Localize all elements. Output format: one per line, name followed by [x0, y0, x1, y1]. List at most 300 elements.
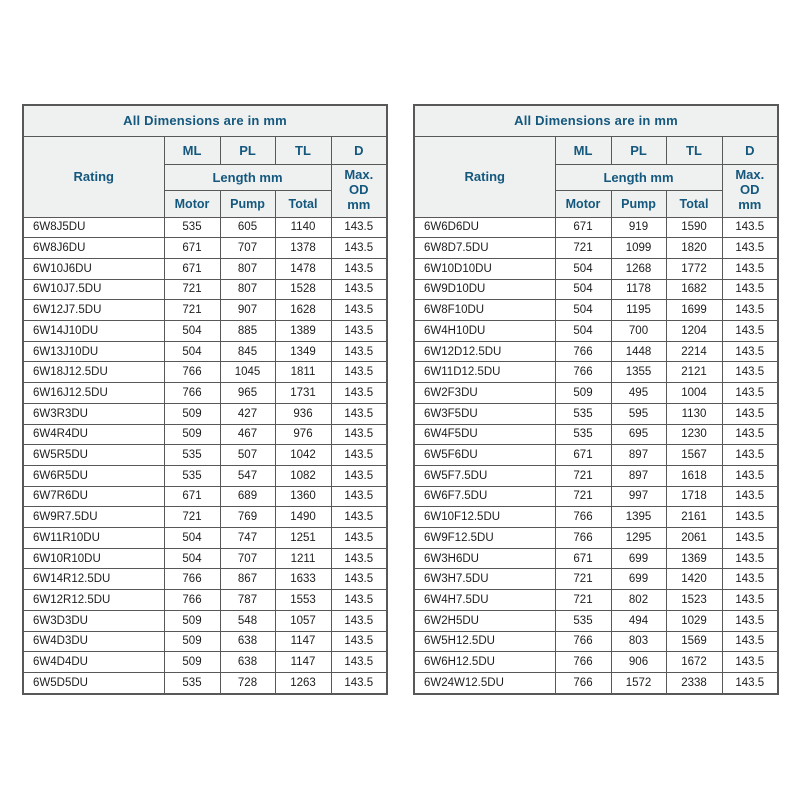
- value-cell: 1360: [275, 486, 331, 507]
- value-cell: 1633: [275, 569, 331, 590]
- value-cell: 143.5: [331, 362, 387, 383]
- value-cell: 766: [555, 507, 611, 528]
- value-cell: 504: [164, 321, 220, 342]
- value-cell: 906: [611, 652, 666, 673]
- table-row: [414, 548, 778, 569]
- column-header-pl: PL: [220, 136, 275, 164]
- max-od-line: Max.: [344, 167, 374, 183]
- rating-cell: 6W5R5DU: [23, 445, 164, 466]
- rating-cell: 6W3F5DU: [414, 403, 555, 424]
- value-cell: 143.5: [331, 507, 387, 528]
- value-cell: 845: [220, 341, 275, 362]
- table-row: [23, 217, 387, 238]
- value-cell: 143.5: [722, 652, 778, 673]
- value-cell: 143.5: [331, 238, 387, 259]
- rating-cell: 6W12J7.5DU: [23, 300, 164, 321]
- value-cell: 1230: [666, 424, 722, 445]
- value-cell: 143.5: [722, 445, 778, 466]
- rating-cell: 6W3H6DU: [414, 548, 555, 569]
- value-cell: 1082: [275, 465, 331, 486]
- column-header-pump: Pump: [611, 190, 666, 217]
- value-cell: 1130: [666, 403, 722, 424]
- rating-cell: 6W2H5DU: [414, 610, 555, 631]
- rating-cell: 6W12D12.5DU: [414, 341, 555, 362]
- table-row: [23, 528, 387, 549]
- rating-cell: 6W10D10DU: [414, 258, 555, 279]
- rating-cell: 6W5F7.5DU: [414, 465, 555, 486]
- value-cell: 1211: [275, 548, 331, 569]
- value-cell: 803: [611, 631, 666, 652]
- rating-cell: 6W18J12.5DU: [23, 362, 164, 383]
- rating-cell: 6W5H12.5DU: [414, 631, 555, 652]
- value-cell: 2338: [666, 672, 722, 694]
- value-cell: 1448: [611, 341, 666, 362]
- value-cell: 143.5: [331, 528, 387, 549]
- rating-cell: 6W7R6DU: [23, 486, 164, 507]
- value-cell: 1369: [666, 548, 722, 569]
- value-cell: 671: [164, 486, 220, 507]
- rating-cell: 6W14R12.5DU: [23, 569, 164, 590]
- column-header-pump: Pump: [220, 190, 275, 217]
- rating-cell: 6W8J6DU: [23, 238, 164, 259]
- max-od-line: OD: [349, 182, 369, 198]
- table-row: [23, 362, 387, 383]
- rating-cell: 6W10F12.5DU: [414, 507, 555, 528]
- rating-cell: 6W10R10DU: [23, 548, 164, 569]
- value-cell: 638: [220, 652, 275, 673]
- column-header-ml: ML: [164, 136, 220, 164]
- value-cell: 143.5: [722, 341, 778, 362]
- value-cell: 721: [555, 238, 611, 259]
- value-cell: 807: [220, 258, 275, 279]
- table-row: [414, 217, 778, 238]
- value-cell: 143.5: [331, 631, 387, 652]
- rating-cell: 6W6H12.5DU: [414, 652, 555, 673]
- value-cell: 535: [555, 610, 611, 631]
- value-cell: 1268: [611, 258, 666, 279]
- table-row: [414, 383, 778, 404]
- value-cell: 143.5: [331, 465, 387, 486]
- value-cell: 997: [611, 486, 666, 507]
- value-cell: 1378: [275, 238, 331, 259]
- table-row: [23, 465, 387, 486]
- table-row: [23, 300, 387, 321]
- value-cell: 766: [555, 652, 611, 673]
- value-cell: 143.5: [331, 569, 387, 590]
- rating-cell: 6W10J7.5DU: [23, 279, 164, 300]
- value-cell: 143.5: [331, 672, 387, 694]
- table-row: [414, 507, 778, 528]
- value-cell: 143.5: [331, 341, 387, 362]
- value-cell: 1572: [611, 672, 666, 694]
- value-cell: 1251: [275, 528, 331, 549]
- value-cell: 547: [220, 465, 275, 486]
- value-cell: 976: [275, 424, 331, 445]
- table-row: [414, 672, 778, 694]
- value-cell: 535: [164, 445, 220, 466]
- table-row: [23, 610, 387, 631]
- column-header-pl: PL: [611, 136, 666, 164]
- rating-cell: 6W6D6DU: [414, 217, 555, 238]
- table-row: [414, 486, 778, 507]
- value-cell: 143.5: [722, 610, 778, 631]
- column-header-total: Total: [275, 190, 331, 217]
- value-cell: 143.5: [331, 548, 387, 569]
- value-cell: 766: [555, 672, 611, 694]
- value-cell: 1569: [666, 631, 722, 652]
- table-row: [23, 383, 387, 404]
- rating-cell: 6W2F3DU: [414, 383, 555, 404]
- value-cell: 1699: [666, 300, 722, 321]
- rating-cell: 6W8J5DU: [23, 217, 164, 238]
- value-cell: 504: [555, 300, 611, 321]
- value-cell: 707: [220, 238, 275, 259]
- rating-cell: 6W11D12.5DU: [414, 362, 555, 383]
- value-cell: 143.5: [722, 424, 778, 445]
- column-header-max-od: [331, 164, 387, 217]
- rating-cell: 6W4R4DU: [23, 424, 164, 445]
- value-cell: 1395: [611, 507, 666, 528]
- value-cell: 143.5: [722, 672, 778, 694]
- value-cell: 143.5: [722, 238, 778, 259]
- value-cell: 143.5: [331, 383, 387, 404]
- value-cell: 509: [164, 652, 220, 673]
- value-cell: 766: [164, 569, 220, 590]
- value-cell: 143.5: [331, 321, 387, 342]
- column-header-motor: Motor: [555, 190, 611, 217]
- table-row: [414, 300, 778, 321]
- value-cell: 1618: [666, 465, 722, 486]
- table-row: [414, 445, 778, 466]
- rating-cell: 6W4H10DU: [414, 321, 555, 342]
- value-cell: 143.5: [722, 486, 778, 507]
- rating-cell: 6W9F12.5DU: [414, 528, 555, 549]
- rating-cell: 6W3H7.5DU: [414, 569, 555, 590]
- value-cell: 143.5: [331, 652, 387, 673]
- value-cell: 766: [164, 383, 220, 404]
- table-row: [414, 528, 778, 549]
- value-cell: 2161: [666, 507, 722, 528]
- column-header-tl: TL: [275, 136, 331, 164]
- value-cell: 721: [164, 300, 220, 321]
- value-cell: 535: [164, 217, 220, 238]
- rating-cell: 6W4F5DU: [414, 424, 555, 445]
- value-cell: 936: [275, 403, 331, 424]
- value-cell: 504: [164, 528, 220, 549]
- value-cell: 1672: [666, 652, 722, 673]
- value-cell: 427: [220, 403, 275, 424]
- table-row: [23, 341, 387, 362]
- value-cell: 143.5: [722, 569, 778, 590]
- value-cell: 1731: [275, 383, 331, 404]
- value-cell: 467: [220, 424, 275, 445]
- value-cell: 766: [555, 631, 611, 652]
- value-cell: 507: [220, 445, 275, 466]
- value-cell: 143.5: [331, 424, 387, 445]
- value-cell: 143.5: [722, 528, 778, 549]
- value-cell: 143.5: [722, 465, 778, 486]
- rating-cell: 6W4D4DU: [23, 652, 164, 673]
- rating-cell: 6W3D3DU: [23, 610, 164, 631]
- rating-cell: 6W6R5DU: [23, 465, 164, 486]
- column-group-length-mm: Length mm: [555, 164, 722, 190]
- value-cell: 671: [555, 217, 611, 238]
- value-cell: 787: [220, 590, 275, 611]
- table-row: [414, 258, 778, 279]
- value-cell: 2214: [666, 341, 722, 362]
- table-row: [414, 569, 778, 590]
- value-cell: 143.5: [331, 258, 387, 279]
- value-cell: 638: [220, 631, 275, 652]
- value-cell: 504: [555, 258, 611, 279]
- rating-cell: 6W10J6DU: [23, 258, 164, 279]
- value-cell: 143.5: [331, 300, 387, 321]
- value-cell: 671: [164, 258, 220, 279]
- table-row: [23, 486, 387, 507]
- value-cell: 535: [555, 424, 611, 445]
- value-cell: 504: [164, 341, 220, 362]
- table-row: [414, 238, 778, 259]
- value-cell: 671: [555, 548, 611, 569]
- value-cell: 1389: [275, 321, 331, 342]
- rating-cell: 6W8D7.5DU: [414, 238, 555, 259]
- value-cell: 1567: [666, 445, 722, 466]
- value-cell: 143.5: [331, 610, 387, 631]
- value-cell: 504: [164, 548, 220, 569]
- rating-cell: 6W3R3DU: [23, 403, 164, 424]
- table-row: [414, 652, 778, 673]
- rating-cell: 6W5F6DU: [414, 445, 555, 466]
- value-cell: 671: [555, 445, 611, 466]
- table-row: [23, 590, 387, 611]
- table-row: [23, 238, 387, 259]
- value-cell: 495: [611, 383, 666, 404]
- value-cell: 1490: [275, 507, 331, 528]
- value-cell: 143.5: [722, 590, 778, 611]
- value-cell: 535: [555, 403, 611, 424]
- table-row: [23, 631, 387, 652]
- column-group-length-mm: Length mm: [164, 164, 331, 190]
- table-row: [23, 569, 387, 590]
- table-row: [414, 321, 778, 342]
- column-header-rating: Rating: [414, 136, 555, 217]
- table-row: [414, 341, 778, 362]
- value-cell: 1147: [275, 652, 331, 673]
- table-row: [23, 445, 387, 466]
- dimensions-table-left: [22, 104, 388, 695]
- dimensions-table-right: [413, 104, 779, 695]
- value-cell: 1420: [666, 569, 722, 590]
- value-cell: 721: [164, 279, 220, 300]
- value-cell: 1682: [666, 279, 722, 300]
- value-cell: 605: [220, 217, 275, 238]
- table-row: [23, 672, 387, 694]
- value-cell: 143.5: [331, 445, 387, 466]
- value-cell: 802: [611, 590, 666, 611]
- value-cell: 1178: [611, 279, 666, 300]
- max-od-line: mm: [347, 196, 371, 212]
- value-cell: 707: [220, 548, 275, 569]
- rating-cell: 6W11R10DU: [23, 528, 164, 549]
- value-cell: 699: [611, 548, 666, 569]
- value-cell: 143.5: [722, 383, 778, 404]
- value-cell: 1772: [666, 258, 722, 279]
- rating-cell: 6W4D3DU: [23, 631, 164, 652]
- value-cell: 695: [611, 424, 666, 445]
- rating-cell: 6W14J10DU: [23, 321, 164, 342]
- value-cell: 721: [555, 590, 611, 611]
- value-cell: 1355: [611, 362, 666, 383]
- value-cell: 1528: [275, 279, 331, 300]
- value-cell: 867: [220, 569, 275, 590]
- value-cell: 509: [164, 610, 220, 631]
- value-cell: 807: [220, 279, 275, 300]
- value-cell: 721: [555, 465, 611, 486]
- rating-cell: 6W5D5DU: [23, 672, 164, 694]
- table-title: All Dimensions are in mm: [414, 105, 778, 136]
- table-row: [23, 279, 387, 300]
- value-cell: 766: [164, 590, 220, 611]
- table-row: [23, 321, 387, 342]
- table-row: [414, 362, 778, 383]
- value-cell: 1628: [275, 300, 331, 321]
- column-header-ml: ML: [555, 136, 611, 164]
- table-row: [414, 590, 778, 611]
- column-header-rating: Rating: [23, 136, 164, 217]
- value-cell: 766: [555, 362, 611, 383]
- table-row: [414, 610, 778, 631]
- value-cell: 509: [164, 403, 220, 424]
- value-cell: 504: [555, 279, 611, 300]
- value-cell: 1004: [666, 383, 722, 404]
- column-header-tl: TL: [666, 136, 722, 164]
- value-cell: 699: [611, 569, 666, 590]
- value-cell: 1811: [275, 362, 331, 383]
- rating-cell: 6W12R12.5DU: [23, 590, 164, 611]
- value-cell: 509: [164, 631, 220, 652]
- value-cell: 728: [220, 672, 275, 694]
- value-cell: 143.5: [331, 279, 387, 300]
- value-cell: 721: [164, 507, 220, 528]
- value-cell: 1042: [275, 445, 331, 466]
- rating-cell: 6W8F10DU: [414, 300, 555, 321]
- column-header-motor: Motor: [164, 190, 220, 217]
- value-cell: 766: [555, 341, 611, 362]
- value-cell: 595: [611, 403, 666, 424]
- value-cell: 671: [164, 238, 220, 259]
- value-cell: 535: [164, 465, 220, 486]
- value-cell: 1820: [666, 238, 722, 259]
- rating-cell: 6W16J12.5DU: [23, 383, 164, 404]
- value-cell: 1295: [611, 528, 666, 549]
- value-cell: 1045: [220, 362, 275, 383]
- value-cell: 766: [164, 362, 220, 383]
- value-cell: 509: [555, 383, 611, 404]
- value-cell: 1523: [666, 590, 722, 611]
- value-cell: 747: [220, 528, 275, 549]
- value-cell: 1349: [275, 341, 331, 362]
- table-row: [414, 631, 778, 652]
- value-cell: 1057: [275, 610, 331, 631]
- value-cell: 535: [164, 672, 220, 694]
- table-row: [23, 424, 387, 445]
- value-cell: 1029: [666, 610, 722, 631]
- value-cell: 1590: [666, 217, 722, 238]
- value-cell: 965: [220, 383, 275, 404]
- table-row: [23, 548, 387, 569]
- value-cell: 885: [220, 321, 275, 342]
- max-od-line: mm: [738, 196, 762, 212]
- rating-cell: 6W4H7.5DU: [414, 590, 555, 611]
- rating-cell: 6W9D10DU: [414, 279, 555, 300]
- value-cell: 143.5: [722, 507, 778, 528]
- value-cell: 548: [220, 610, 275, 631]
- value-cell: 143.5: [722, 403, 778, 424]
- value-cell: 143.5: [331, 590, 387, 611]
- value-cell: 494: [611, 610, 666, 631]
- table-row: [23, 652, 387, 673]
- rating-cell: 6W13J10DU: [23, 341, 164, 362]
- value-cell: 700: [611, 321, 666, 342]
- value-cell: 143.5: [331, 486, 387, 507]
- value-cell: 1147: [275, 631, 331, 652]
- value-cell: 509: [164, 424, 220, 445]
- value-cell: 897: [611, 465, 666, 486]
- value-cell: 1263: [275, 672, 331, 694]
- value-cell: 1140: [275, 217, 331, 238]
- table-row: [23, 507, 387, 528]
- value-cell: 919: [611, 217, 666, 238]
- table-row: [23, 403, 387, 424]
- value-cell: 143.5: [722, 321, 778, 342]
- value-cell: 897: [611, 445, 666, 466]
- table-row: [414, 465, 778, 486]
- value-cell: 143.5: [331, 217, 387, 238]
- value-cell: 721: [555, 486, 611, 507]
- value-cell: 143.5: [722, 631, 778, 652]
- value-cell: 1099: [611, 238, 666, 259]
- column-header-d: D: [331, 136, 387, 164]
- rating-cell: 6W24W12.5DU: [414, 672, 555, 694]
- value-cell: 1553: [275, 590, 331, 611]
- value-cell: 1195: [611, 300, 666, 321]
- value-cell: 2061: [666, 528, 722, 549]
- table-row: [23, 258, 387, 279]
- table-row: [414, 424, 778, 445]
- value-cell: 769: [220, 507, 275, 528]
- rating-cell: 6W9R7.5DU: [23, 507, 164, 528]
- table-row: [414, 403, 778, 424]
- value-cell: 1718: [666, 486, 722, 507]
- value-cell: 907: [220, 300, 275, 321]
- value-cell: 143.5: [722, 300, 778, 321]
- rating-cell: 6W6F7.5DU: [414, 486, 555, 507]
- value-cell: 143.5: [722, 217, 778, 238]
- value-cell: 143.5: [722, 548, 778, 569]
- column-header-total: Total: [666, 190, 722, 217]
- value-cell: 1204: [666, 321, 722, 342]
- value-cell: 689: [220, 486, 275, 507]
- table-title: All Dimensions are in mm: [23, 105, 387, 136]
- value-cell: 143.5: [722, 279, 778, 300]
- max-od-line: Max.: [735, 167, 765, 183]
- column-header-d: D: [722, 136, 778, 164]
- max-od-line: OD: [740, 182, 760, 198]
- value-cell: 143.5: [722, 362, 778, 383]
- value-cell: 1478: [275, 258, 331, 279]
- value-cell: 504: [555, 321, 611, 342]
- column-header-max-od: [722, 164, 778, 217]
